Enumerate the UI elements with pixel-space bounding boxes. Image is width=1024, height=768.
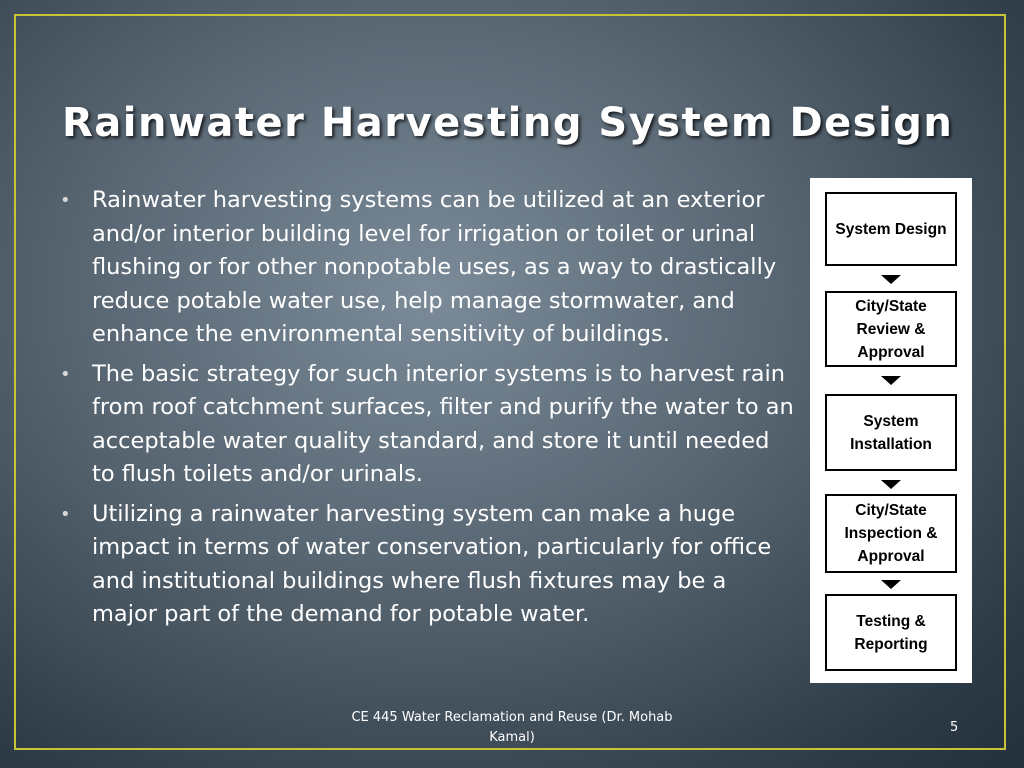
- bullet-item: [60, 358, 795, 492]
- bullet-text: The basic strategy for such interior systems is to harvest rain from roof catchment surfaces, filter and purify the water to an acceptable water quality standard, and store it until needed to flush toilets and/or urinals.: [92, 360, 794, 487]
- bullet-marker: •: [60, 363, 71, 385]
- down-arrow-icon: [881, 376, 901, 385]
- down-arrow-icon: [881, 275, 901, 284]
- page-number: 5: [950, 720, 959, 735]
- flow-step-testing-reporting: Testing & Reporting: [825, 594, 957, 671]
- flow-step-installation: System Installation: [825, 394, 957, 471]
- down-arrow-icon: [881, 480, 901, 489]
- flow-step-inspection-approval: City/State Inspection & Approval: [825, 494, 957, 573]
- flow-step-system-design: System Design: [825, 192, 957, 266]
- bullet-text: Utilizing a rainwater harvesting system can make a huge impact in terms of water conservation, particularly for office and institutional buildings where flush fixtures may be a major part of the demand for potable water.: [92, 500, 772, 627]
- bullet-marker: •: [60, 503, 71, 525]
- bullet-list: [60, 184, 795, 638]
- bullet-marker: •: [60, 190, 71, 211]
- bullet-text: Rainwater harvesting systems can be utilized at an exterior and/or interior building level for irrigation or toilet or urinal flushing or for other nonpotable uses, as a way to drastically reduce potable water use, help manage stormwater, and enhance the environmental sensitivity of buildings.: [92, 187, 777, 347]
- slide-title: Rainwater Harvesting System Design: [62, 100, 954, 146]
- flow-step-review-approval: City/State Review & Approval: [825, 291, 957, 367]
- down-arrow-icon: [881, 580, 901, 589]
- bullet-item: [60, 184, 795, 352]
- bullet-item: [60, 498, 795, 632]
- process-flowchart: [810, 178, 972, 683]
- slide-footer: CE 445 Water Reclamation and Reuse (Dr. Mohab Kamal): [351, 710, 673, 745]
